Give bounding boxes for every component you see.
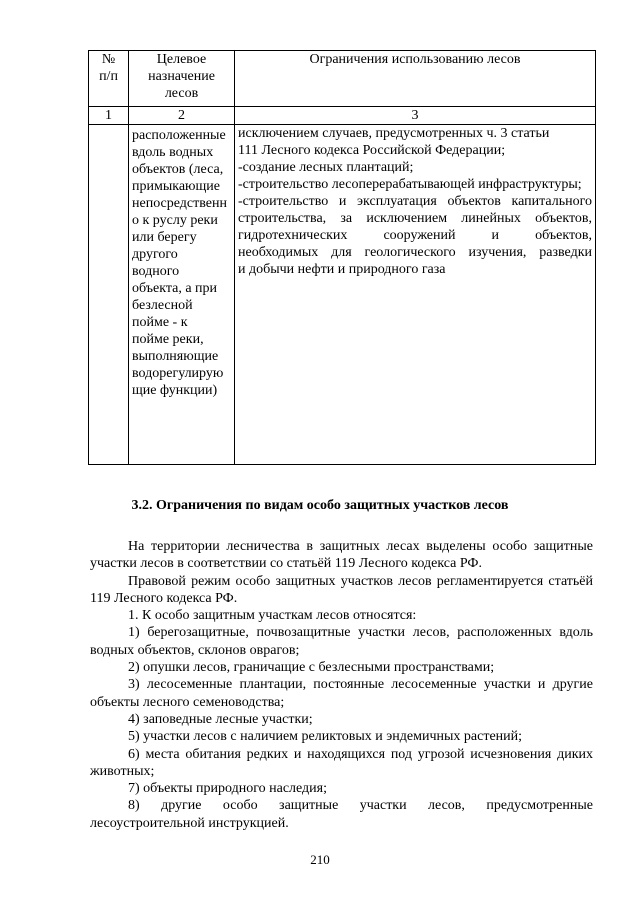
restrictions-cell: исключением случаев, предусмотренных ч. 3 статьи 111 Лесного кодекса Российской Федерации; -создание лесных плантаций; -строительство лесоперерабатывающей инфраструктуры; -строительство и эксплуатация объектов капитального строительства, за исключением линейных объектов, гидротехнических сооружений и объектов, необходимых для геологического изучения, разведки и добычи нефти и природного газа: [235, 125, 596, 465]
table-row: [89, 125, 596, 465]
header-purpose: Целевое назначение лесов: [129, 51, 235, 107]
restrictions-table: [88, 50, 596, 465]
paragraph: 6) места обитания редких и находящихся под угрозой исчезновения диких животных;: [90, 746, 593, 779]
paragraph: 2) опушки лесов, граничащие с безлесными пространствами;: [128, 660, 495, 676]
section-title: 3.2. Ограничения по видам особо защитных участков лесов: [131, 498, 509, 513]
paragraph: Правовой режим особо защитных участков лесов регламентируется статьёй 119 Лесного кодекса РФ.: [90, 573, 593, 606]
column-number-2: 2: [129, 107, 235, 125]
column-numbers-row: [89, 107, 596, 125]
paragraph: 1. К особо защитным участкам лесов относятся:: [128, 608, 417, 624]
paragraph: 4) заповедные лесные участки;: [128, 711, 313, 727]
paragraph: 3) лесосеменные плантации, постоянные лесосеменные участки и другие объекты лесного семеноводства;: [90, 677, 593, 710]
paragraph: 8) другие особо защитные участки лесов, предусмотренные лесоустроительной инструкцией.: [90, 798, 593, 831]
header-restrictions: Ограничения использованию лесов: [235, 51, 596, 107]
purpose-cell: расположенные вдоль водных объектов (леса, примыкающие непосредственн о к руслу реки или берегу другого водного объекта, а при безлесной пойме - к пойме реки, выполняющие водорегулирую щие функции): [129, 125, 235, 465]
header-number: № п/п: [89, 51, 129, 107]
paragraph: 1) берегозащитные, почвозащитные участки лесов, расположенных вдоль водных объектов, склонов оврагов;: [90, 625, 593, 658]
paragraph: На территории лесничества в защитных лесах выделены особо защитные участки лесов в соответствии со статьёй 119 Лесного кодекса РФ.: [90, 539, 593, 572]
column-number-3: 3: [235, 107, 596, 125]
table-header-row: [89, 51, 596, 107]
page-number: 210: [310, 852, 330, 867]
body-text: [90, 538, 593, 832]
paragraph: 7) объекты природного наследия;: [128, 781, 328, 797]
row-number-cell: [89, 125, 129, 465]
column-number-1: 1: [89, 107, 129, 125]
paragraph: 5) участки лесов с наличием реликтовых и эндемичных растений;: [128, 729, 523, 745]
